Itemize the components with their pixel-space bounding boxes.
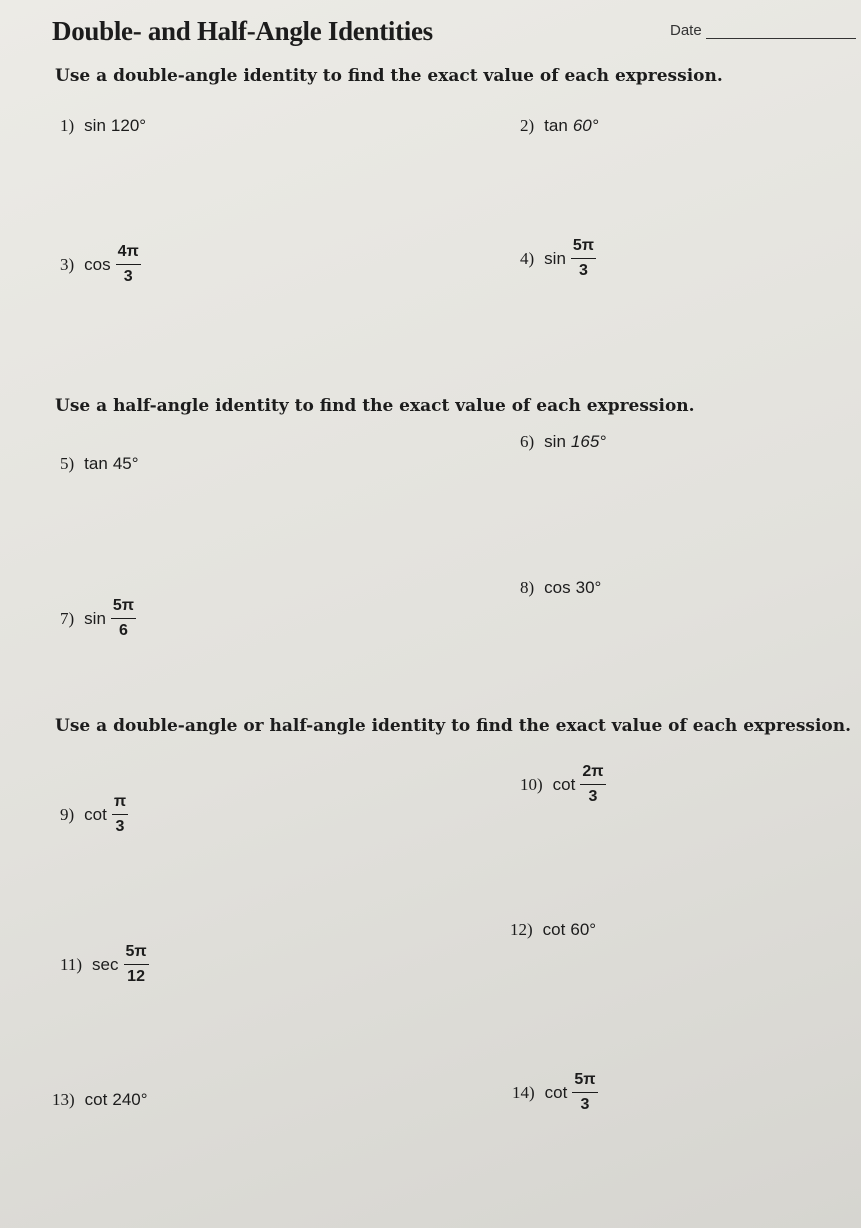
fraction: [112, 794, 128, 835]
problem-number: 12): [510, 920, 533, 939]
numerator: π: [112, 794, 128, 815]
denominator: 3: [579, 262, 588, 279]
function-name: cot: [84, 804, 107, 824]
denominator: 6: [119, 622, 128, 639]
problem-number: 7): [60, 608, 75, 628]
denominator: 3: [123, 268, 133, 285]
fraction: [116, 244, 141, 285]
problem-number: 13): [52, 1090, 75, 1109]
section-3-instruction: Use a double-angle or half-angle identity to find the exact value of each expression.: [55, 716, 852, 736]
problem-number: 2): [520, 116, 535, 135]
numerator: 5π: [111, 598, 136, 619]
section-1-instruction: Use a double-angle identity to find the exact value of each expression.: [55, 66, 723, 86]
function-name: sin: [544, 432, 566, 451]
numerator: 5π: [124, 944, 149, 965]
function-name: cot: [544, 1082, 568, 1102]
function-name: sec: [92, 954, 119, 974]
problem-14: [512, 1072, 598, 1113]
fraction: [572, 1072, 597, 1113]
problem-11: [60, 944, 149, 985]
fraction: [124, 944, 149, 985]
function-name: cos: [544, 578, 571, 597]
angle: 165°: [570, 432, 607, 451]
section-2-instruction: Use a half-angle identity to find the exact value of each expression.: [55, 396, 695, 416]
numerator: 4π: [116, 244, 141, 265]
problem-number: 11): [60, 954, 83, 974]
numerator: 5π: [571, 238, 596, 259]
problem-number: 14): [512, 1082, 535, 1102]
problem-number: 1): [60, 116, 75, 135]
problem-number: 9): [60, 804, 75, 824]
problem-13: [52, 1090, 148, 1110]
fraction: [111, 598, 136, 639]
function-name: cos: [84, 254, 111, 274]
function-name: sin: [544, 248, 566, 268]
denominator: 12: [127, 968, 145, 985]
function-name: tan: [84, 454, 108, 473]
date-label: Date: [670, 22, 702, 39]
fraction: [580, 764, 605, 805]
problem-5: [60, 454, 139, 474]
numerator: 2π: [580, 764, 605, 785]
angle: 240°: [112, 1090, 148, 1109]
function-name: cot: [542, 920, 566, 939]
denominator: 3: [588, 788, 598, 805]
problem-10: [520, 764, 606, 805]
problem-number: 6): [520, 432, 535, 451]
numerator: 5π: [572, 1072, 597, 1093]
problem-12: [510, 920, 596, 940]
problem-number: 8): [520, 578, 535, 597]
problem-number: 4): [520, 248, 535, 268]
function-name: cot: [84, 1090, 108, 1109]
angle: 30°: [575, 578, 602, 597]
page-title: Double- and Half-Angle Identities: [52, 16, 433, 46]
angle: 60°: [572, 116, 599, 135]
angle: 120°: [110, 116, 147, 135]
problem-7: [60, 598, 136, 639]
problem-3: [60, 244, 141, 285]
date-blank-line: [706, 38, 856, 39]
function-name: tan: [544, 116, 568, 135]
fraction: [571, 238, 596, 279]
function-name: sin: [84, 116, 106, 135]
function-name: sin: [84, 608, 106, 628]
problem-number: 10): [520, 774, 543, 794]
problem-8: [520, 578, 601, 598]
denominator: 3: [115, 818, 125, 835]
function-name: cot: [552, 774, 576, 794]
problem-9: [60, 794, 128, 835]
problem-number: 3): [60, 254, 75, 274]
problem-1: [60, 116, 146, 136]
problem-6: [520, 432, 606, 452]
angle: 45°: [112, 454, 139, 473]
denominator: 3: [580, 1096, 590, 1113]
problem-number: 5): [60, 454, 75, 473]
problem-2: [520, 116, 599, 136]
angle: 60°: [570, 920, 597, 939]
problem-4: [520, 238, 596, 279]
